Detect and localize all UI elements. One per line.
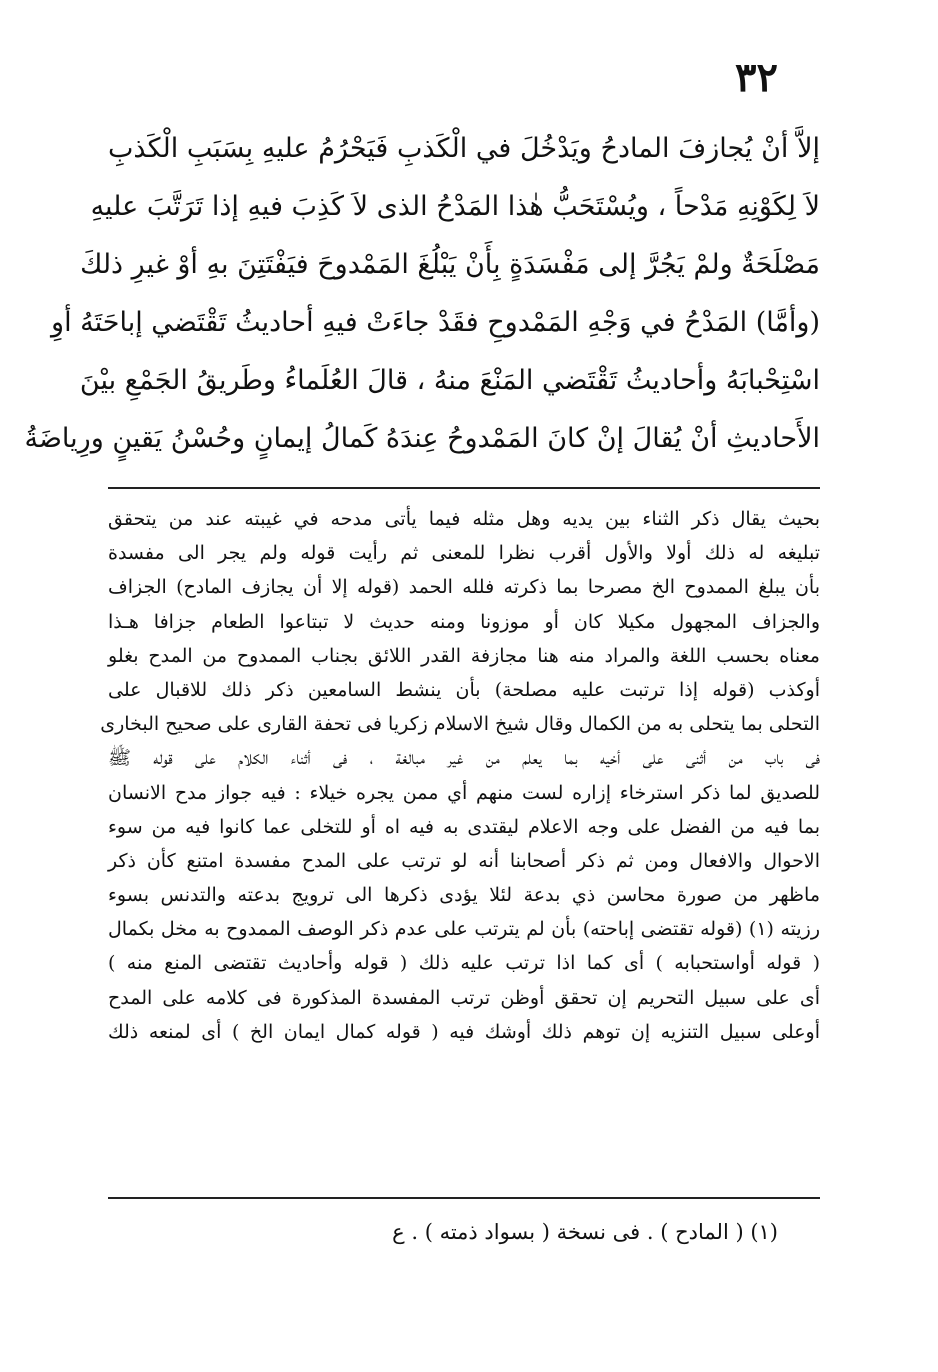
main-text-block — [24, 120, 820, 468]
commentary-line: للصديق لما ذكر استرخاء إزاره لست منهم أي ممن يجره خيلاء : فيه جواز مدح الانسان — [108, 781, 820, 804]
main-text-line: إلاَّ أنْ يُجازفَ المادحُ ويَدْخُلَ في الْكَذبِ فَيَحْرُمُ عليهِ بِسَبَبِ الْكَذبِ — [108, 133, 820, 164]
section-divider — [108, 487, 820, 489]
commentary-line: بما فيه من الفضل على وجه الاعلام ليقتدى به فيه اه أو للتخلى عما كانوا فيه من سوء — [108, 815, 820, 838]
commentary-line: معناه بحسب اللغة والمراد منه هنا مجازفة القدر اللائق بجناب الممدوح من المدح بغلو — [108, 644, 820, 667]
main-text-line: (وأمَّا) المَدْحُ في وَجْهِ المَمْدوحِ فقَدْ جاءَتْ فيهِ أحاديثُ تَقْتَضي إباحَتَهُ أوِ — [51, 307, 820, 338]
commentary-line: والجزاف المجهول مكيلا كان أو موزونا ومنه حديث لا تبتاعوا الطعام جزافا هـذا — [108, 610, 820, 633]
commentary-line: بأن يبلغ الممدوح الخ مصرحا بما ذكرته فلله الحمد (قوله إلا أن يجازف المادح) الجزاف — [108, 576, 820, 599]
commentary-line: التحلى بما يتحلى به من الكمال وقال شيخ الاسلام زكريا فى تحفة القارى على صحيح البخارى — [100, 713, 820, 736]
commentary-line: تبليغه له ذلك أولا والأول أقرب نظرا للمعنى ثم رأيت قوله ولم يجر الى مفسدة — [108, 542, 820, 565]
commentary-line: ماظهر من صورة محاسن ذي بدعة لئلا يؤدى ذكرها الى ترويج بدعته والتدنس بسوء — [108, 884, 820, 907]
commentary-line: أى على سبيل التحريم إن تحقق أوظن ترتب المفسدة المذكورة فى كلامه على المدح — [108, 986, 820, 1009]
commentary-block — [100, 502, 821, 1049]
commentary-line: فى باب من أثنى على أخيه بما يعلم من غير مبالغة ، فى أثناء الكلام على قوله ﷺ — [108, 747, 820, 770]
commentary-line: أوكذب (قوله إذا ترتبت عليه مصلحة) بأن ينشط السامعين ذكر ذلك للاقبال على — [108, 678, 820, 701]
commentary-line: أوعلى سبيل التنزيه إن توهم ذلك أوشك فيه ( قوله كمال ايمان الخ ) أى لمنعه ذلك — [108, 1020, 820, 1043]
main-text-line: الأَحاديثِ أنْ يُقالَ إنْ كانَ المَمْدوحُ عِندَهُ كَمالُ إيمانٍ وحُسْنُ يَقينٍ ورِياضَةُ — [24, 423, 820, 454]
footnote-divider — [108, 1197, 820, 1199]
page-number: ٣٢ — [735, 54, 778, 101]
commentary-line: الاحوال والافعال ومن ثم ذكر أصحابنا أنه لو ترتب على المدح مفسدة امتنع كأن ذكر — [108, 849, 820, 872]
footnote: (١) ( المادح ) . فى نسخة ( بسواد ذمته ) . ع — [392, 1220, 778, 1244]
commentary-line: بحيث يقال ذكر الثناء بين يديه وهل مثله فيما يأتى مدحه في غيبته عند من يتحقق — [108, 508, 820, 530]
main-text-line: اسْتِحْبابَهُ وأحاديثُ تَقْتَضي المَنْعَ منهُ ، قالَ العُلَماءُ وطَريقُ الجَمْعِ بيْنَ — [79, 365, 820, 396]
commentary-line: رزيته (١) (قوله تقتضى إباحته) بأن لم يترتب على عدم ذكر الوصف الممدوح به مخل بكمال — [108, 918, 821, 941]
main-text-line: لاَ لِكَوْنِهِ مَدْحاً ، ويُسْتَحَبُّ هٰذا المَدْحُ الذى لاَ كَذِبَ فيهِ إذا تَرَتَّبَ عليهِ — [90, 191, 820, 222]
main-text-line: مَصْلَحَةٌ ولمْ يَجُرَّ إلى مَفْسَدَةٍ بِأَنْ يَبْلُغَ المَمْدوحَ فيَفْتَتِنَ بهِ أوْ غيرِ ذلكَ — [80, 249, 820, 280]
commentary-line: ( قوله أواستحبابه ) أى كما اذا ترتب عليه ذلك ( قوله وأحاديث تقتضى المنع منه ) — [108, 952, 820, 975]
